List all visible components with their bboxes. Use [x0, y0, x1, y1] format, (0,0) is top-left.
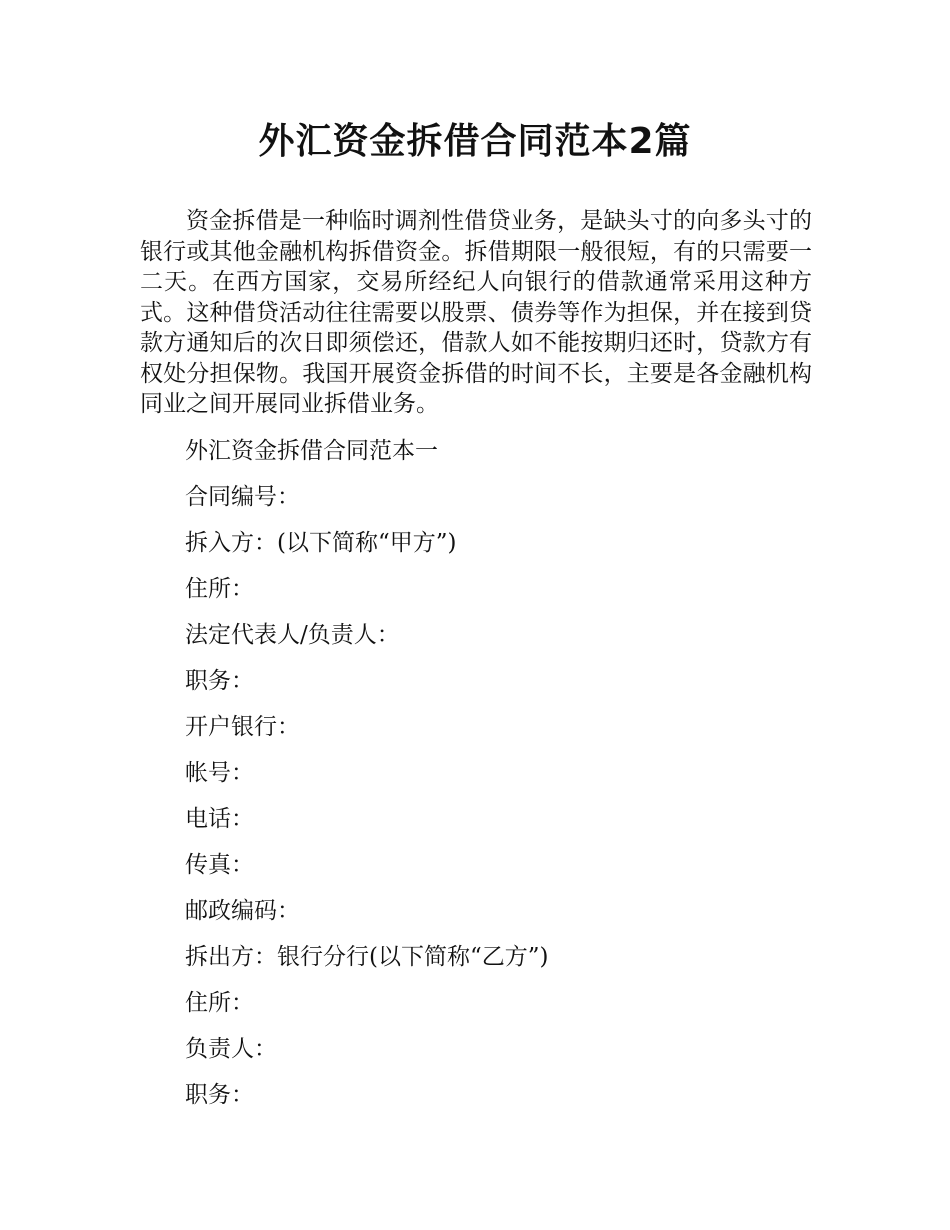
borrower-party-line: 拆入方：(以下简称“甲方”)	[185, 530, 457, 556]
contract-field-list	[185, 432, 805, 1122]
section-heading-sample-one: 外汇资金拆借合同范本一	[185, 438, 438, 464]
lender-party-line: 拆出方：银行分行(以下简称“乙方”)	[185, 944, 549, 970]
lender-position-line: 职务：	[185, 1082, 254, 1108]
borrower-position-line: 职务：	[185, 668, 254, 694]
borrower-account-line: 帐号：	[185, 760, 254, 786]
borrower-address-line: 住所：	[185, 576, 254, 602]
document-title: 外汇资金拆借合同范本2篇	[258, 121, 692, 162]
borrower-postcode-line: 邮政编码：	[185, 898, 300, 924]
lender-address-line: 住所：	[185, 990, 254, 1016]
borrower-phone-line: 电话：	[185, 806, 254, 832]
lender-responsible-person-line: 负责人：	[185, 1036, 277, 1062]
borrower-fax-line: 传真：	[185, 852, 254, 878]
borrower-bank-line: 开户银行：	[185, 714, 300, 740]
borrower-legal-rep-line: 法定代表人/负责人：	[185, 622, 400, 648]
intro-paragraph: 资金拆借是一种临时调剂性借贷业务，是缺头寸的向多头寸的银行或其他金融机构拆借资金。拆借期限一般很短，有的只需要一二天。在西方国家，交易所经纪人向银行的借款通常采用这种方式。这种借贷活动往往需要以股票、债券等作为担保，并在接到贷款方通知后的次日即须偿还，借款人如不能按期归还时，贷款方有权处分担保物。我国开展资金拆借的时间不长，主要是各金融机构同业之间开展同业拆借业务。	[140, 208, 812, 417]
contract-number-line: 合同编号：	[185, 484, 300, 510]
